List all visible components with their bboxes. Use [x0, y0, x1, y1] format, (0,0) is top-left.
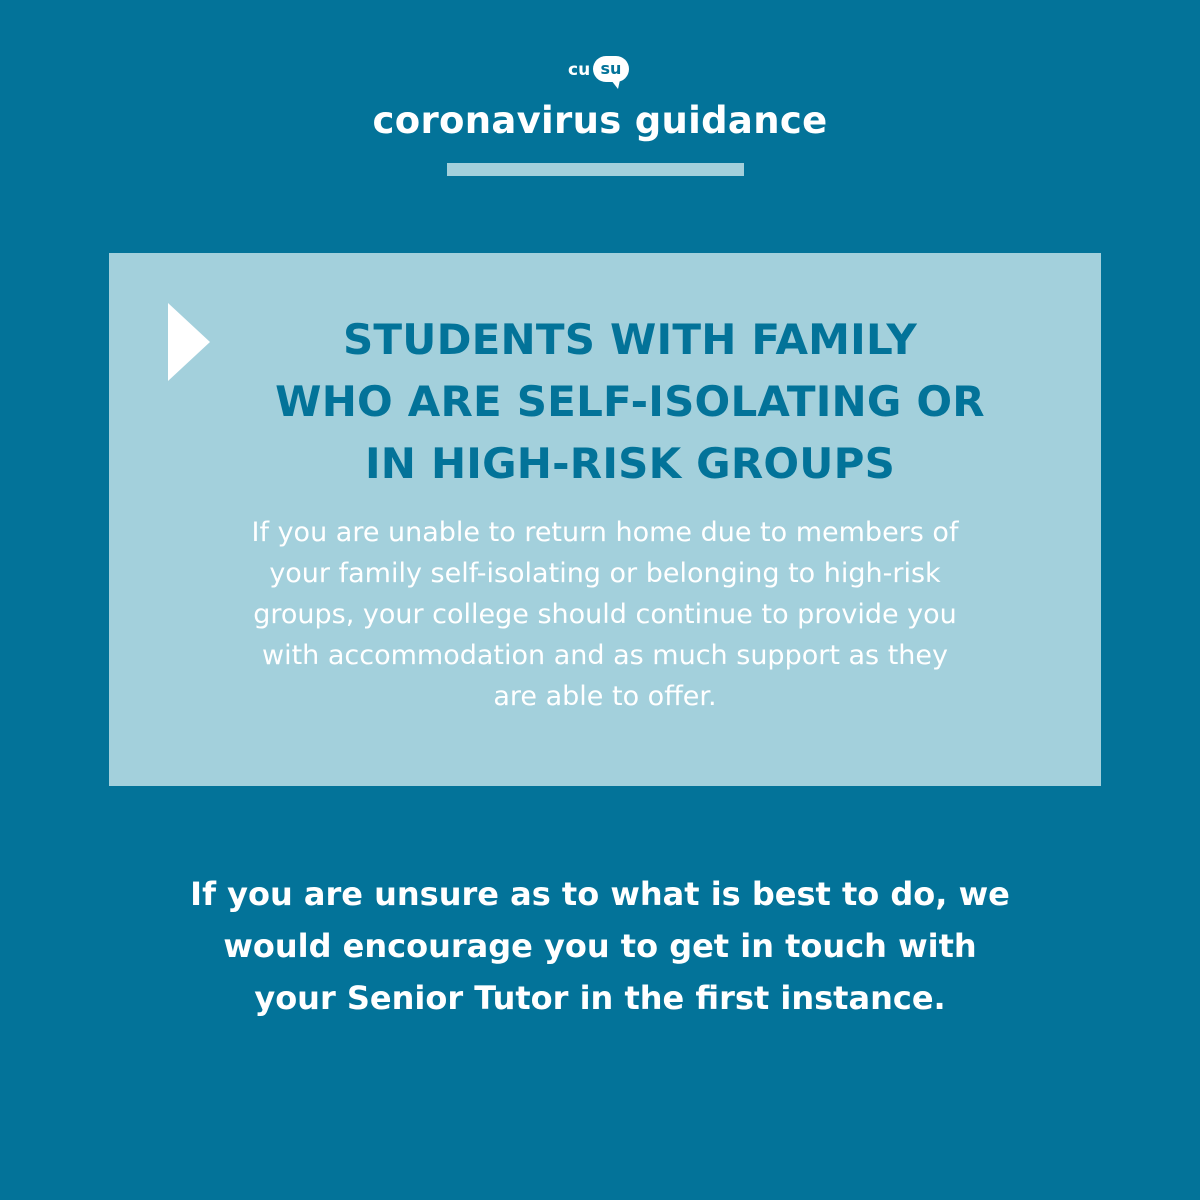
footer-advice-line: If you are unsure as to what is best to do, we [190, 875, 1010, 913]
panel-body-line: are able to offer. [493, 681, 717, 712]
logo-text-su: su [600, 59, 622, 78]
play-arrow-icon [168, 303, 210, 381]
cusu-logo [562, 54, 638, 88]
panel-body-line: with accommodation and as much support as they [262, 640, 948, 671]
info-panel [109, 253, 1101, 786]
panel-body-line: your family self-isolating or belonging to high-risk [269, 558, 941, 589]
speech-bubble-icon [593, 56, 629, 82]
panel-heading-line: WHO ARE SELF-ISOLATING OR [275, 377, 985, 426]
title-divider [447, 163, 744, 176]
logo-text-cu: cu [568, 60, 591, 80]
panel-heading [209, 309, 1051, 495]
panel-body-text [169, 512, 1041, 717]
page-title: coronavirus guidance [372, 99, 828, 142]
footer-advice-line: your Senior Tutor in the first instance. [254, 979, 946, 1017]
footer-advice [0, 868, 1200, 1024]
panel-heading-line: STUDENTS WITH FAMILY [342, 315, 918, 364]
panel-heading-line: IN HIGH-RISK GROUPS [364, 439, 896, 488]
panel-body-line: groups, your college should continue to provide you [253, 599, 957, 630]
footer-advice-line: would encourage you to get in touch with [223, 927, 977, 965]
panel-body-line: If you are unable to return home due to members of [251, 517, 959, 548]
